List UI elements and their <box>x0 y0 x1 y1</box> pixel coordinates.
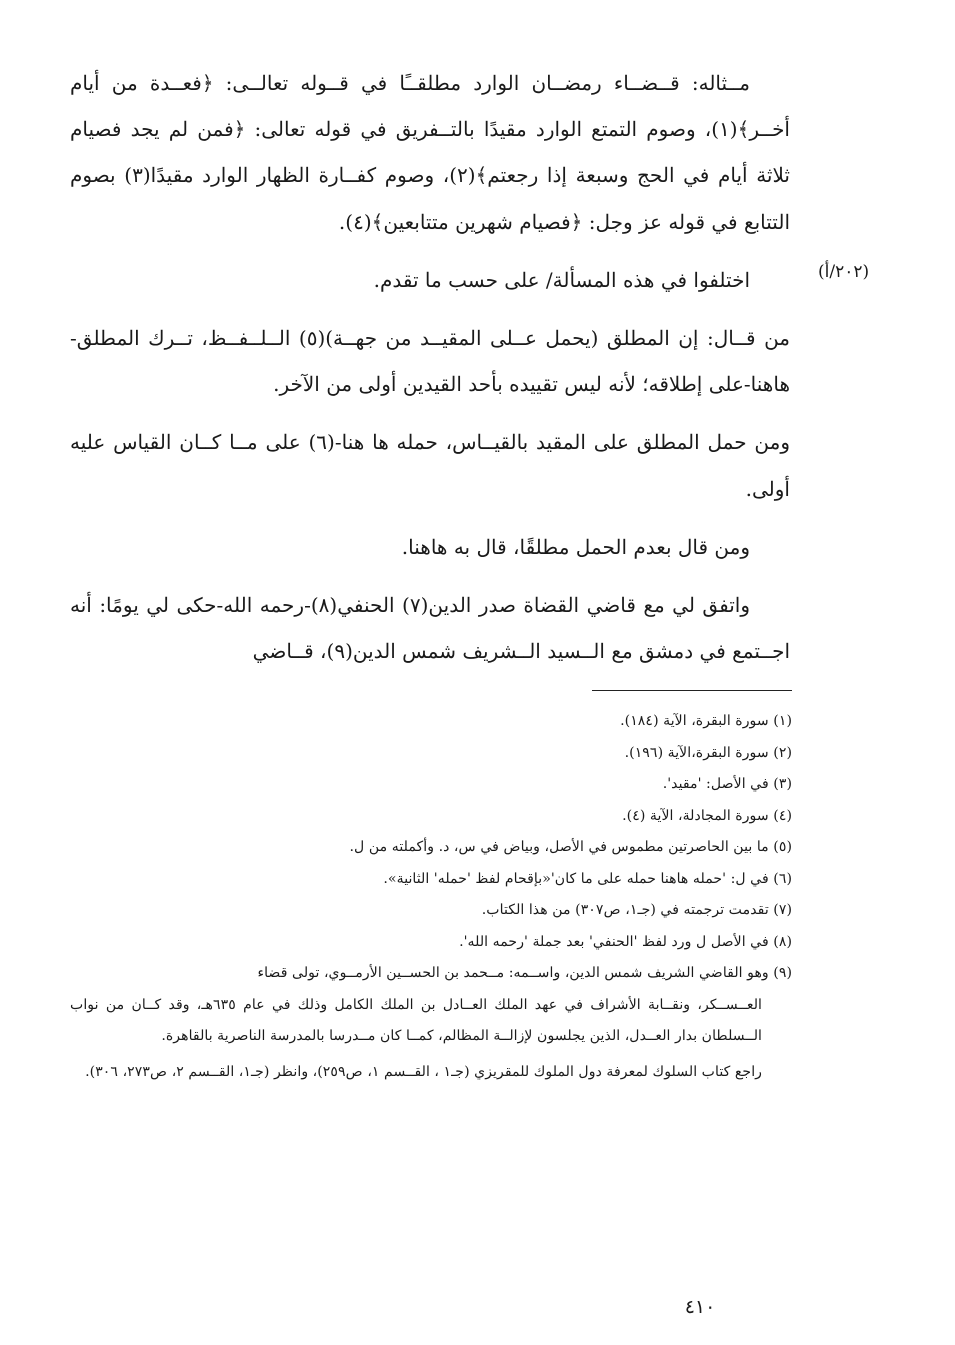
footnote-separator <box>592 690 792 691</box>
footnote-2: (٢) سورة البقرة،الآية (١٩٦). <box>624 744 792 761</box>
paragraph-anecdote: واتفق لي مع قاضي القضاة صدر الدين(٧) الحنفي(٨)-رحمه الله-حكى لي يومًا: أنه اجــتمع في دمشق مع الــسيد الــشريف شمس الدين(٩)، قــاضي <box>70 593 790 664</box>
paragraph-third-view: ومن قال بعدم الحمل مطلقًا، قال به هاهنا. <box>401 534 750 559</box>
footnote-8: (٨) في الأصل ل ورد لفظ 'الحنفي' بعد جملة 'رحمه الله'. <box>459 933 792 950</box>
footnotes <box>70 706 792 1088</box>
paragraph-example: مــثاله: قــضــاء رمضــان الوارد مطلقــًا في قــوله تعالــى: ﴿فعــدة من أيام أخــر﴾(١)، وصوم التمتع الوارد مقيدًا بالتــفريق في قوله تعالى: ﴿فمن لم يجد فصيام ثلاثة أيام في الحج وسبعة إذا رجعتم﴾(٢)، وصوم كفــارة الظهار الوارد مقيدًا(٣) بصوم التتابع في قوله عز وجل: ﴿فصيام شهرين متتابعين﴾(٤). <box>70 71 790 234</box>
folio-margin-note: (٢٠٢/أ) <box>818 262 870 282</box>
footnote-5: (٥) ما بين الحاصرتين مطموس في الأصل، وبياض في س، د. وأكملته من ل. <box>349 839 792 855</box>
footnote-7: (٧) تقدمت ترجمته في (جـ١، ص٣٠٧) من هذا الكتاب. <box>481 902 792 918</box>
footnote-9-source: راجع كتاب السلوك لمعرفة دول الملوك للمقريزي (جـ١ ، القــسم ١، ص٢٥٩)، وانظر (جـ١، القــسم ٢، ص٢٧٣، ٣٠٦). <box>85 1063 762 1080</box>
footnote-4: (٤) سورة المجادلة، الآية (٤). <box>622 807 792 824</box>
footnote-6: (٦) في ل: 'حمله هاهنا حمله على ما كان'«بإقحام لفظ 'حمله' الثانية». <box>383 870 792 887</box>
footnote-3: (٣) في الأصل: 'مقيد'. <box>662 776 792 792</box>
page-number: ٤١٠ <box>684 1296 716 1318</box>
footnote-9 <box>70 958 792 1053</box>
paragraph-first-view: من قــال: إن المطلق (يحمل عــلى المقيــد من جهــة)(٥) الــلــفــظ، تــرك المطلق-هاهنا-على إطلاقه؛ لأنه ليس تقييده بأحد القيدين أولى من الآخر. <box>70 326 791 397</box>
footnote-9-head: (٩) وهو القاضي الشريف شمس الدين، واســمه: مــحمد بن الحســين الأرمــوي، تولى قضاء <box>257 965 792 981</box>
footnote-1: (١) سورة البقرة، الآية (١٨٤). <box>620 713 792 729</box>
footnote-9-continuation: العــســكر، ونقــابة الأشراف في عهد الملك العــادل بن الملك الكامل وذلك في عام ٦٣٥هـ، وقد كــان من نواب الــسلطان بدار العــدل، الذين يجلسون لإزالــة المظالم، كمــا كان مــدرسا بالمدرسة الناصرية بالقاهرة. <box>70 996 762 1044</box>
paragraph-second-view: ومن حمل المطلق على المقيد بالقيــاس، حمله ها هنا-(٦) على مــا كــان القياس عليه أولى. <box>70 430 790 501</box>
main-text <box>70 60 790 686</box>
paragraph-disagreement: اختلفوا في هذه المسألة/ على حسب ما تقدم. <box>373 267 750 292</box>
